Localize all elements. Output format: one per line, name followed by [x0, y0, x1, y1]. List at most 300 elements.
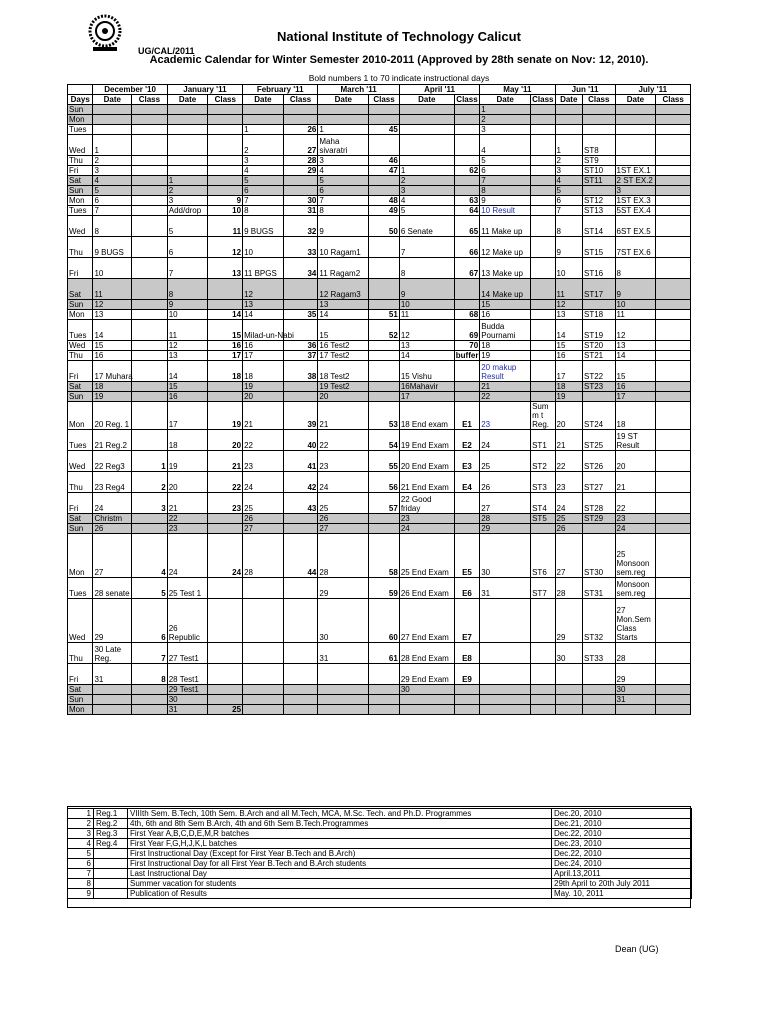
- class-cell: [531, 685, 555, 695]
- class-cell: [531, 176, 555, 186]
- date-header: Date: [555, 95, 582, 105]
- class-cell: 18: [208, 361, 243, 382]
- class-cell: 1: [132, 451, 168, 472]
- date-cell: 9: [615, 279, 656, 300]
- date-cell: 9: [399, 279, 454, 300]
- date-cell: 6: [555, 196, 582, 206]
- date-cell: 31: [167, 705, 208, 715]
- calendar-row: [68, 196, 691, 206]
- date-cell: 26: [480, 472, 531, 493]
- date-cell: 5ST EX.4: [615, 206, 656, 216]
- footnote-row: [68, 869, 692, 879]
- date-cell: 20: [555, 402, 582, 430]
- class-header: Class: [283, 95, 318, 105]
- date-cell: 14: [167, 361, 208, 382]
- footnote-row: [68, 859, 692, 869]
- date-cell: [93, 105, 132, 115]
- date-cell: 1: [167, 176, 208, 186]
- date-cell: 29: [480, 524, 531, 534]
- class-cell: E2: [454, 430, 479, 451]
- class-cell: 2: [132, 472, 168, 493]
- date-cell: 28: [555, 578, 582, 599]
- class-cell: ST11: [582, 176, 615, 186]
- date-cell: 27 End Exam: [399, 599, 454, 643]
- date-cell: 25 Test 1: [167, 578, 208, 599]
- calendar-row: [68, 320, 691, 341]
- date-cell: 18: [93, 382, 132, 392]
- class-cell: 22: [208, 472, 243, 493]
- class-cell: E1: [454, 402, 479, 430]
- class-cell: [208, 176, 243, 186]
- class-cell: 46: [369, 156, 400, 166]
- class-header: Class: [582, 95, 615, 105]
- class-cell: 70: [454, 341, 479, 351]
- date-cell: 28: [480, 514, 531, 524]
- date-cell: 1: [399, 166, 454, 176]
- class-cell: [582, 685, 615, 695]
- class-cell: [454, 125, 479, 135]
- class-cell: [283, 176, 318, 186]
- class-cell: [132, 156, 168, 166]
- class-cell: [132, 125, 168, 135]
- date-cell: [243, 105, 284, 115]
- class-cell: ST20: [582, 341, 615, 351]
- date-cell: 17: [555, 361, 582, 382]
- class-cell: 69: [454, 320, 479, 341]
- class-cell: 43: [283, 493, 318, 514]
- class-cell: [132, 310, 168, 320]
- calendar-row: [68, 279, 691, 300]
- class-cell: [208, 105, 243, 115]
- date-cell: 29: [555, 599, 582, 643]
- footnote-n: 1: [68, 809, 94, 819]
- footnote-date: April.13,2011: [552, 869, 692, 879]
- date-cell: 13: [243, 300, 284, 310]
- date-cell: 13: [93, 310, 132, 320]
- date-cell: 5: [243, 176, 284, 186]
- class-cell: [656, 524, 691, 534]
- class-cell: [132, 166, 168, 176]
- page-title: National Institute of Technology Calicut: [277, 29, 521, 44]
- date-cell: 19: [480, 351, 531, 361]
- date-cell: 3: [480, 125, 531, 135]
- class-cell: [283, 115, 318, 125]
- class-cell: ST14: [582, 216, 615, 237]
- date-cell: 27: [243, 524, 284, 534]
- date-cell: 23: [167, 524, 208, 534]
- date-cell: 23: [555, 472, 582, 493]
- class-cell: [531, 705, 555, 715]
- date-cell: 28: [243, 534, 284, 578]
- day-cell: Sun: [68, 392, 93, 402]
- date-cell: [399, 105, 454, 115]
- class-cell: [208, 382, 243, 392]
- class-cell: [656, 320, 691, 341]
- class-cell: [369, 685, 400, 695]
- class-cell: 42: [283, 472, 318, 493]
- date-cell: 22: [318, 430, 369, 451]
- day-cell: Fri: [68, 664, 93, 685]
- month-header: January '11: [167, 85, 242, 95]
- class-cell: 37: [283, 351, 318, 361]
- corner-cell: [68, 85, 93, 95]
- class-cell: ST3: [531, 472, 555, 493]
- date-cell: 27: [555, 534, 582, 578]
- class-cell: [656, 578, 691, 599]
- calendar-row: [68, 451, 691, 472]
- date-cell: 3: [555, 166, 582, 176]
- date-cell: 13: [167, 351, 208, 361]
- class-cell: [582, 115, 615, 125]
- class-cell: [582, 300, 615, 310]
- class-cell: ST23: [582, 382, 615, 392]
- date-cell: Budda Pournami: [480, 320, 531, 341]
- date-cell: 1: [93, 135, 132, 156]
- date-cell: 25 End Exam: [399, 534, 454, 578]
- class-cell: [531, 206, 555, 216]
- class-cell: [531, 524, 555, 534]
- footnote-row: [68, 849, 692, 859]
- class-cell: ST16: [582, 258, 615, 279]
- class-cell: [582, 125, 615, 135]
- class-cell: [656, 176, 691, 186]
- class-cell: [656, 279, 691, 300]
- class-cell: [656, 125, 691, 135]
- class-cell: [369, 382, 400, 392]
- date-header: Date: [243, 95, 284, 105]
- footnote-text: VIIIth Sem. B.Tech, 10th Sem. B.Arch and all M.Tech, MCA, M.Sc. Tech. and Ph.D. Programmes: [128, 809, 552, 819]
- date-cell: 7: [167, 258, 208, 279]
- date-cell: [243, 664, 284, 685]
- date-cell: 6: [93, 196, 132, 206]
- date-cell: [399, 695, 454, 705]
- class-cell: 16: [208, 341, 243, 351]
- class-cell: 59: [369, 578, 400, 599]
- class-cell: [656, 206, 691, 216]
- class-cell: 10: [208, 206, 243, 216]
- date-cell: 28: [318, 534, 369, 578]
- date-cell: 4: [243, 166, 284, 176]
- class-cell: [656, 135, 691, 156]
- class-cell: [208, 135, 243, 156]
- class-cell: ST5: [531, 514, 555, 524]
- date-cell: [399, 156, 454, 166]
- date-cell: 16: [93, 351, 132, 361]
- date-cell: 15: [615, 361, 656, 382]
- class-cell: [208, 695, 243, 705]
- date-cell: 1ST EX.1: [615, 166, 656, 176]
- class-cell: 21: [208, 451, 243, 472]
- day-cell: Sat: [68, 176, 93, 186]
- date-cell: 24: [555, 493, 582, 514]
- class-cell: 24: [208, 534, 243, 578]
- date-cell: 2: [480, 115, 531, 125]
- date-cell: 12: [167, 341, 208, 351]
- date-cell: 28: [615, 643, 656, 664]
- date-cell: 23: [615, 514, 656, 524]
- class-cell: [454, 493, 479, 514]
- class-cell: [454, 186, 479, 196]
- date-cell: [318, 115, 369, 125]
- class-cell: [454, 524, 479, 534]
- class-cell: ST28: [582, 493, 615, 514]
- class-cell: [132, 361, 168, 382]
- day-cell: Mon: [68, 196, 93, 206]
- class-cell: [369, 237, 400, 258]
- footnote-n: 2: [68, 819, 94, 829]
- class-cell: 8: [132, 664, 168, 685]
- class-cell: [656, 196, 691, 206]
- date-cell: Maha sivaratri: [318, 135, 369, 156]
- date-cell: 17: [615, 392, 656, 402]
- class-cell: [656, 430, 691, 451]
- footnote-date: May. 10, 2011: [552, 889, 692, 899]
- date-cell: 8: [555, 216, 582, 237]
- class-cell: ST8: [582, 135, 615, 156]
- date-cell: [480, 705, 531, 715]
- class-cell: Summ t Reg.: [531, 402, 555, 430]
- date-cell: 8: [399, 258, 454, 279]
- day-cell: Tues: [68, 578, 93, 599]
- class-cell: [656, 258, 691, 279]
- class-cell: 63: [454, 196, 479, 206]
- date-cell: 22: [480, 392, 531, 402]
- class-cell: [132, 685, 168, 695]
- calendar-row: [68, 643, 691, 664]
- date-cell: 29 Test1: [167, 685, 208, 695]
- date-cell: 27: [480, 493, 531, 514]
- class-cell: [656, 664, 691, 685]
- date-cell: 27 Test1: [167, 643, 208, 664]
- date-cell: [399, 135, 454, 156]
- class-cell: [208, 599, 243, 643]
- date-cell: [555, 105, 582, 115]
- date-cell: 16 Test2: [318, 341, 369, 351]
- class-cell: [369, 186, 400, 196]
- class-cell: ST30: [582, 534, 615, 578]
- date-cell: 10 Ragam1: [318, 237, 369, 258]
- calendar-row: [68, 206, 691, 216]
- day-cell: Mon: [68, 534, 93, 578]
- class-cell: ST9: [582, 156, 615, 166]
- footnote-row: [68, 819, 692, 829]
- class-cell: [369, 176, 400, 186]
- date-cell: 3: [167, 196, 208, 206]
- day-cell: Thu: [68, 237, 93, 258]
- date-cell: [167, 166, 208, 176]
- date-cell: 20: [615, 451, 656, 472]
- class-cell: 44: [283, 534, 318, 578]
- class-cell: [454, 300, 479, 310]
- class-cell: 20: [208, 430, 243, 451]
- date-cell: 6: [167, 237, 208, 258]
- date-cell: 3: [93, 166, 132, 176]
- class-cell: [283, 392, 318, 402]
- class-cell: [656, 105, 691, 115]
- date-cell: 15: [318, 320, 369, 341]
- day-cell: Wed: [68, 135, 93, 156]
- date-cell: 13: [318, 300, 369, 310]
- class-cell: 25: [208, 705, 243, 715]
- class-cell: [208, 514, 243, 524]
- class-cell: [283, 300, 318, 310]
- date-cell: 23: [480, 402, 531, 430]
- class-cell: [132, 135, 168, 156]
- date-cell: 11: [399, 310, 454, 320]
- date-cell: 22: [615, 493, 656, 514]
- class-cell: [283, 643, 318, 664]
- date-cell: 6: [243, 186, 284, 196]
- date-cell: 30: [555, 643, 582, 664]
- class-cell: [132, 524, 168, 534]
- date-cell: 2: [555, 156, 582, 166]
- date-cell: [167, 115, 208, 125]
- class-cell: [454, 115, 479, 125]
- class-cell: [283, 705, 318, 715]
- class-cell: 57: [369, 493, 400, 514]
- class-cell: ST31: [582, 578, 615, 599]
- class-cell: ST25: [582, 430, 615, 451]
- calendar-row: [68, 186, 691, 196]
- calendar-row: [68, 524, 691, 534]
- class-cell: 9: [208, 196, 243, 206]
- day-cell: Sat: [68, 514, 93, 524]
- class-cell: [656, 186, 691, 196]
- calendar-row: [68, 534, 691, 578]
- date-cell: 10 Result: [480, 206, 531, 216]
- date-cell: 9 BUGS: [93, 237, 132, 258]
- class-cell: 39: [283, 402, 318, 430]
- date-cell: Add/drop: [167, 206, 208, 216]
- class-cell: [656, 514, 691, 524]
- date-cell: 28 End Exam: [399, 643, 454, 664]
- footnote-code: Reg.2: [94, 819, 128, 829]
- date-cell: [480, 664, 531, 685]
- calendar-row: [68, 493, 691, 514]
- class-cell: ST15: [582, 237, 615, 258]
- date-cell: 13: [615, 341, 656, 351]
- class-cell: 33: [283, 237, 318, 258]
- date-cell: [399, 115, 454, 125]
- class-cell: [531, 105, 555, 115]
- date-cell: 16: [480, 310, 531, 320]
- class-cell: [454, 514, 479, 524]
- class-cell: [454, 135, 479, 156]
- footnote-code: [94, 859, 128, 869]
- date-cell: 4: [93, 176, 132, 186]
- calendar-note: Bold numbers 1 to 70 indicate instructional days: [308, 73, 490, 83]
- class-cell: ST7: [531, 578, 555, 599]
- date-cell: 1: [318, 125, 369, 135]
- date-cell: 12: [243, 279, 284, 300]
- class-cell: ST29: [582, 514, 615, 524]
- date-cell: [93, 695, 132, 705]
- class-cell: [283, 105, 318, 115]
- class-cell: [132, 705, 168, 715]
- date-cell: [480, 643, 531, 664]
- date-cell: Christm: [93, 514, 132, 524]
- date-cell: 13: [555, 310, 582, 320]
- date-cell: 6: [480, 166, 531, 176]
- day-cell: Wed: [68, 216, 93, 237]
- class-cell: [208, 156, 243, 166]
- date-cell: 19: [555, 392, 582, 402]
- class-cell: [656, 685, 691, 695]
- date-cell: [93, 125, 132, 135]
- class-header: Class: [369, 95, 400, 105]
- date-cell: [167, 125, 208, 135]
- date-cell: 7ST EX.6: [615, 237, 656, 258]
- calendar-row: [68, 125, 691, 135]
- month-header: July '11: [615, 85, 690, 95]
- calendar-row: [68, 300, 691, 310]
- date-header: Date: [615, 95, 656, 105]
- class-cell: [208, 685, 243, 695]
- footnote-n: 5: [68, 849, 94, 859]
- class-cell: 32: [283, 216, 318, 237]
- class-cell: ST19: [582, 320, 615, 341]
- class-cell: [132, 320, 168, 341]
- date-cell: [167, 105, 208, 115]
- date-cell: [615, 105, 656, 115]
- date-cell: 20 makup Result: [480, 361, 531, 382]
- footnote-code: [94, 869, 128, 879]
- date-cell: [615, 135, 656, 156]
- day-cell: Sun: [68, 524, 93, 534]
- date-cell: [318, 695, 369, 705]
- calendar-row: [68, 402, 691, 430]
- date-cell: 2: [399, 176, 454, 186]
- class-cell: [208, 392, 243, 402]
- class-cell: 61: [369, 643, 400, 664]
- class-cell: 45: [369, 125, 400, 135]
- date-cell: 5: [399, 206, 454, 216]
- date-cell: 28 senate: [93, 578, 132, 599]
- class-cell: [582, 105, 615, 115]
- date-cell: 7: [318, 196, 369, 206]
- date-cell: 26: [555, 524, 582, 534]
- class-cell: [454, 685, 479, 695]
- class-cell: ST4: [531, 493, 555, 514]
- class-cell: E8: [454, 643, 479, 664]
- date-cell: 25: [318, 493, 369, 514]
- date-cell: 31: [615, 695, 656, 705]
- date-cell: 10: [243, 237, 284, 258]
- calendar-row: [68, 341, 691, 351]
- class-cell: 36: [283, 341, 318, 351]
- class-cell: ST12: [582, 196, 615, 206]
- class-cell: [656, 156, 691, 166]
- date-cell: 24: [480, 430, 531, 451]
- date-cell: [243, 685, 284, 695]
- day-cell: Fri: [68, 258, 93, 279]
- date-cell: 8: [480, 186, 531, 196]
- class-cell: 62: [454, 166, 479, 176]
- date-cell: 4: [318, 166, 369, 176]
- date-cell: 16Mahavir: [399, 382, 454, 392]
- date-cell: 17: [167, 402, 208, 430]
- class-cell: 7: [132, 643, 168, 664]
- class-header: Class: [532, 95, 554, 104]
- class-cell: ST10: [582, 166, 615, 176]
- class-cell: E4: [454, 472, 479, 493]
- class-header: Class: [132, 95, 168, 105]
- class-cell: ST6: [531, 534, 555, 578]
- date-cell: 14: [243, 310, 284, 320]
- day-cell: Tues: [68, 206, 93, 216]
- day-cell: Wed: [68, 341, 93, 351]
- class-cell: 4: [132, 534, 168, 578]
